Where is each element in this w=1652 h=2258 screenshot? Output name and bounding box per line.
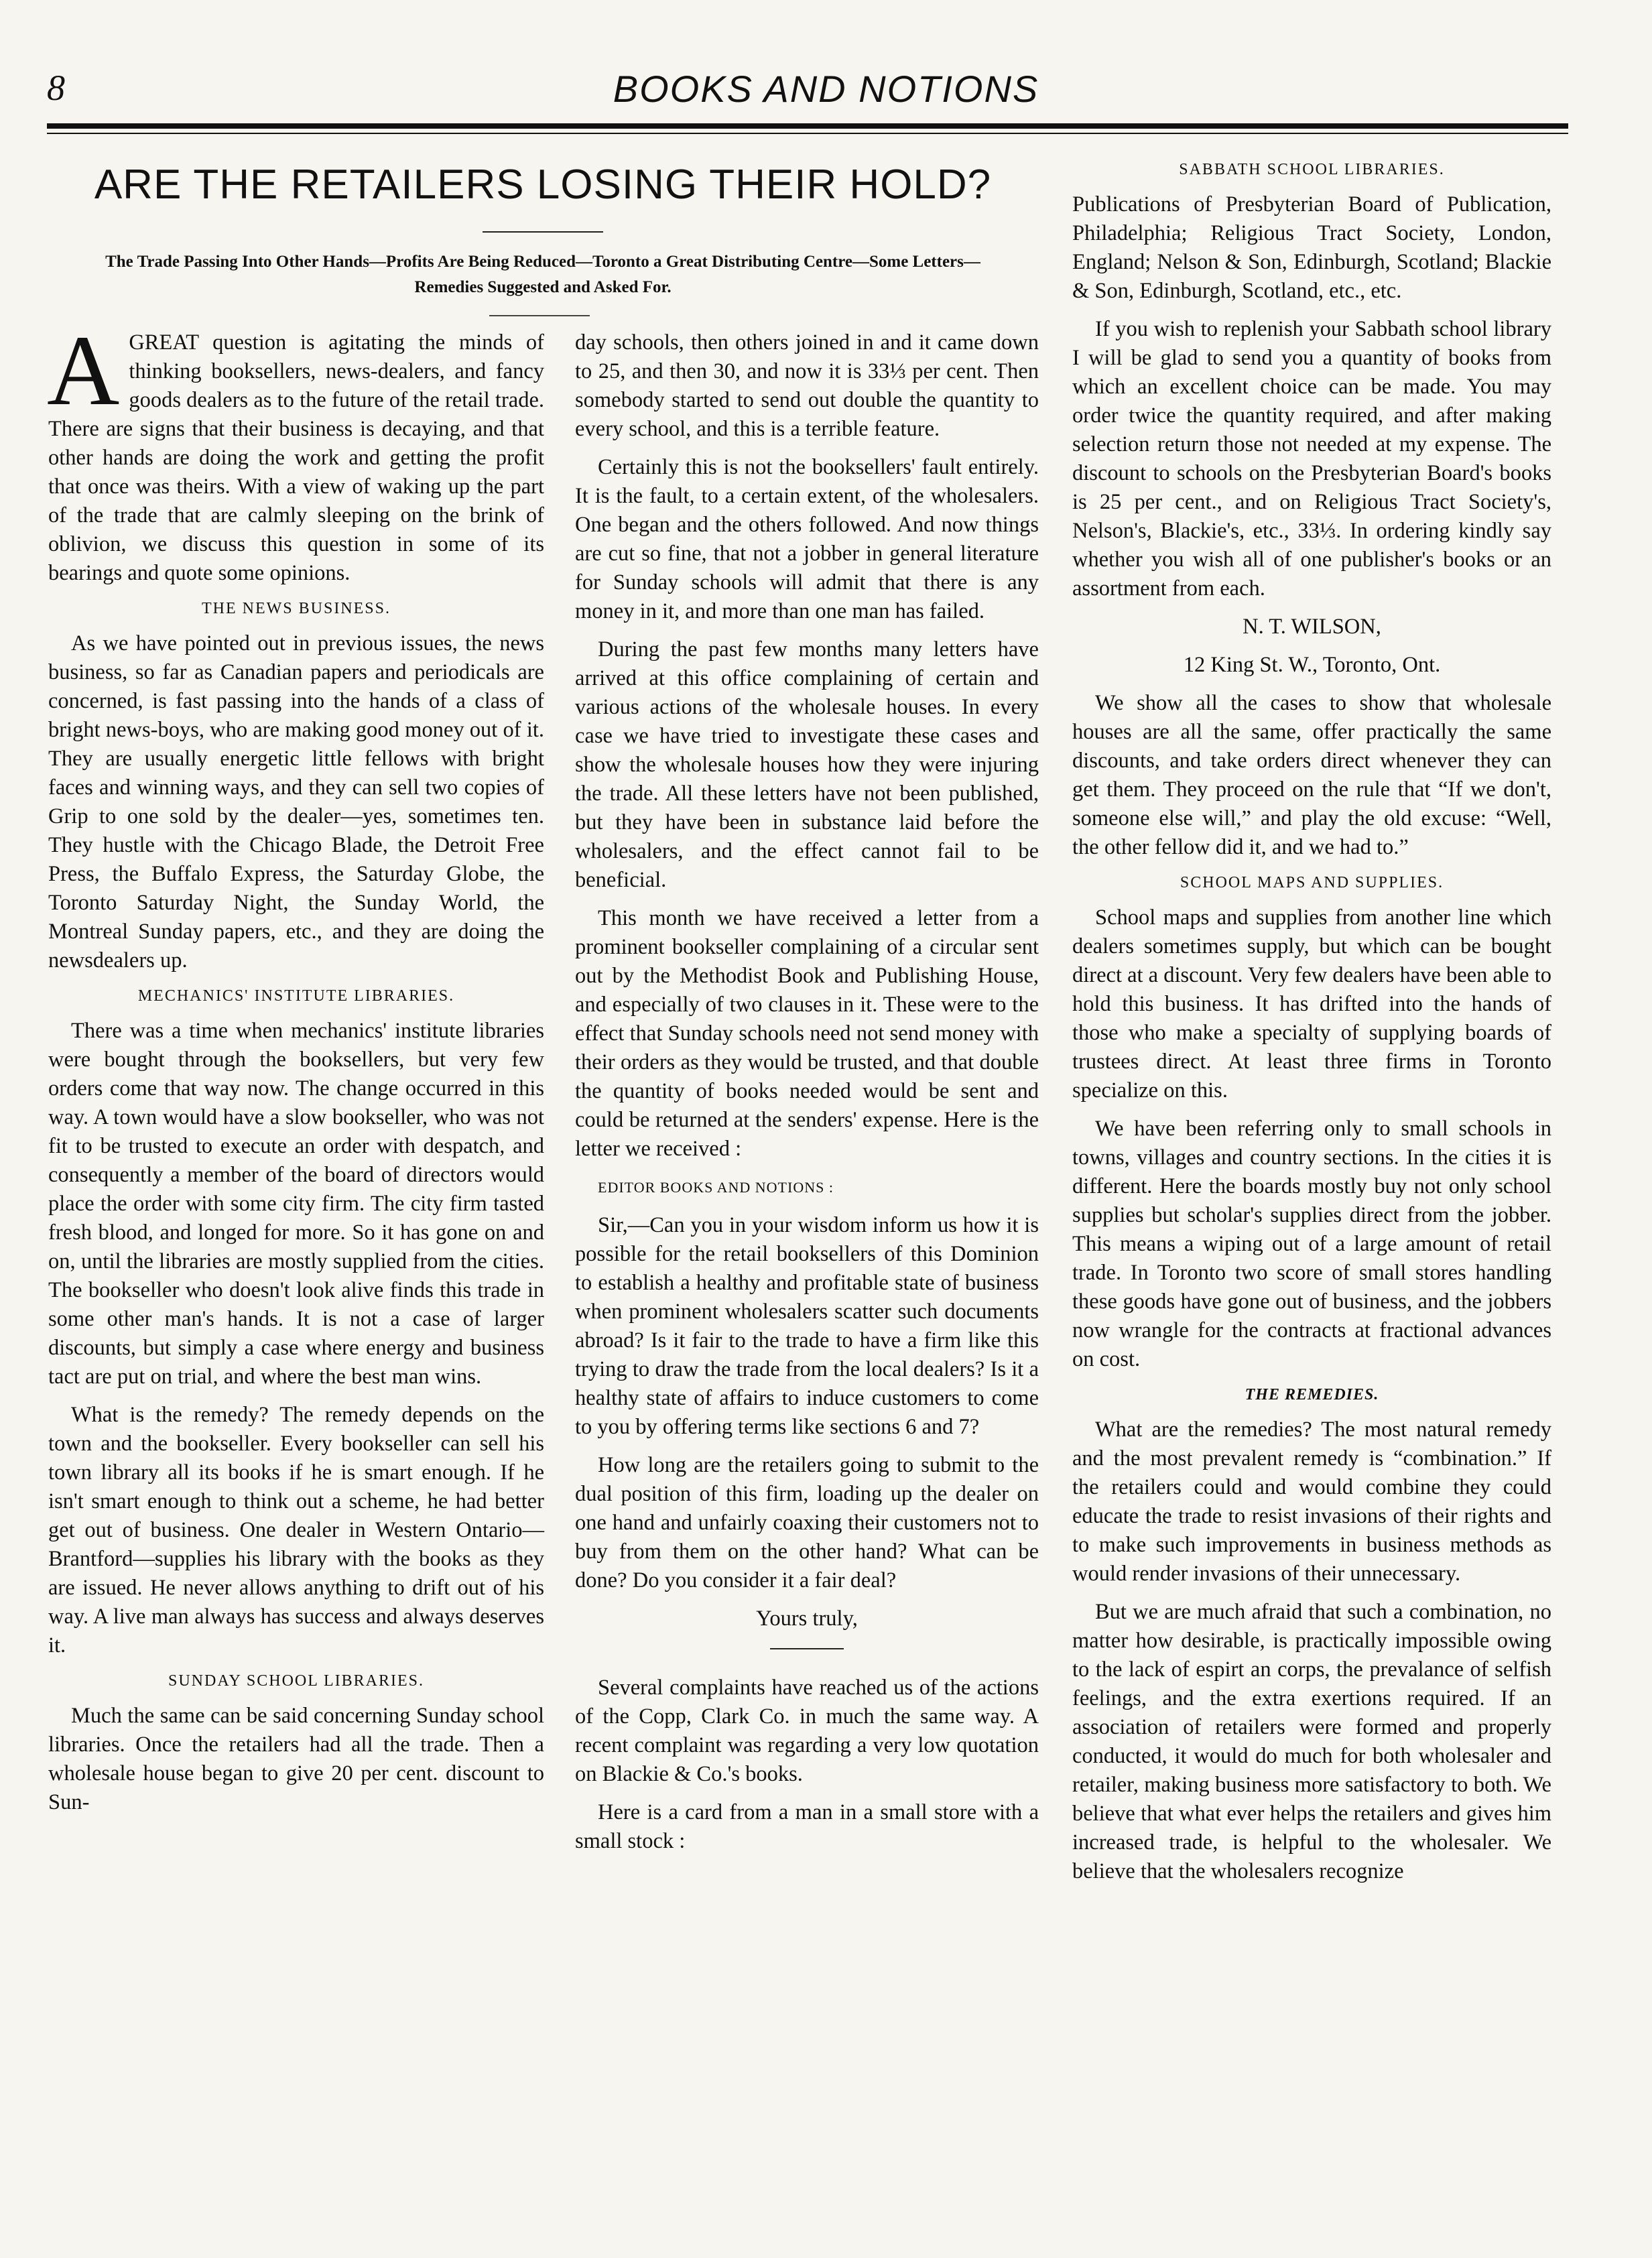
paragraph: We have been referring only to small schools in towns, villages and country sections. In the cities it is different. Here the boards mostly buy not only school supplies but scholar's supplies direct from the jobber. This means a wiping out of a large amount of retail trade. In Toronto two score of small stores handling these goods have gone out of business, and the jobbers now wrangle for the contracts at fractional advances on cost. <box>1072 1117 1551 1371</box>
card-address: 12 King St. W., Toronto, Ont. <box>1183 653 1441 677</box>
paragraph: Much the same can be said concerning Sunday school libraries. Once the retailers had all the trade. Then a wholesale house began to give 20 per cent. discount to Sun- <box>48 1704 544 1814</box>
paragraph: This month we have received a letter from a prominent bookseller complaining of a circular sent out by the Methodist Book and Publishing House, and especially of two clauses in it. These were to the effect that Sunday schools need not send money with their orders as they would be trusted, and that double the quantity of books needed would be sent and could be returned at the senders' expense. Here is the letter we received : <box>575 906 1039 1161</box>
paragraph: We show all the cases to show that wholesale houses are all the same, offer practically the same discounts, and take orders direct whenever they can get them. They proceed on the rule that “If we don't, someone else will,” and play the old excuse: “Well, the other fellow did it, and we had to.” <box>1072 691 1551 859</box>
section-rule <box>770 1648 844 1649</box>
card-body: If you wish to replenish your Sabbath school library I will be glad to send you a quantity of books from which an excellent choice can be made. You may order twice the quantity required, and after making selection return those not needed at my expense. The discount to schools on the Presbyterian Board's books is 25 per cent., and on Religious Tract Society's, Nelson's, Blackie's, etc., 33⅓. In ordering kindly say whether you wish all of one publisher's books or an assortment from each. <box>1072 317 1551 601</box>
subhead-school-maps: SCHOOL MAPS AND SUPPLIES. <box>1180 874 1444 891</box>
letter-signoff: Yours truly, <box>756 1607 858 1631</box>
subhead-remedies: THE REMEDIES. <box>1245 1386 1379 1403</box>
paragraph: day schools, then others joined in and it came down to 25, and then 30, and now it is 33⅓ per cent. Then somebody started to send out double the quantity to every school, and this is a terrible feature. <box>575 330 1039 441</box>
card-heading: SABBATH SCHOOL LIBRARIES. <box>1179 161 1445 178</box>
article-deck: The Trade Passing Into Other Hands—Profits Are Being Reduced—Toronto a Great Distributing Centre—Some Letters—Remedies Suggested and Asked For. <box>105 253 980 296</box>
subhead-mechanics-libraries: MECHANICS' INSTITUTE LIBRARIES. <box>137 987 455 1005</box>
card-publications: Publications of Presbyterian Board of Publication, Philadelphia; Religious Tract Society, London, England; Nelson & Son, Edinburgh, Scotland; Blackie & Son, Edinburgh, Scotland, etc., etc. <box>1072 192 1551 303</box>
deck-rule <box>489 315 590 316</box>
article-title: ARE THE RETAILERS LOSING THEIR HOLD? <box>94 162 992 208</box>
card-name: N. T. WILSON, <box>1243 615 1381 639</box>
paragraph: What are the remedies? The most natural remedy and the most prevalent remedy is “combination.” If the retailers could and would combine they could educate the trade to resist invasions of their rights and to make such improvements in business methods as would render invasions of their unnecessary. <box>1072 1418 1551 1586</box>
paragraph: As we have pointed out in previous issues, the news business, so far as Canadian papers and periodicals are concerned, is fast passing into the hands of a class of bright news-boys, who are making good money out of it. They are usually energetic little fellows with bright faces and winning ways, and they can sell two copies of Grip to one sold by the dealer—yes, sometimes ten. They hustle with the Chicago Blade, the Detroit Free Press, the Buffalo Express, the Saturday Globe, the Toronto Saturday Night, the Sunday World, the Montreal Sunday papers, etc., and they are doing the newsdealers up. <box>48 631 544 973</box>
column-2 <box>575 328 1039 1865</box>
title-rule <box>483 231 603 233</box>
running-head: BOOKS AND NOTIONS <box>613 68 1039 110</box>
paragraph: What is the remedy? The remedy depends on the town and the bookseller. Every bookseller can sell his town library all its books if he is smart enough. If he isn't smart enough to think out a scheme, he had better get out of business. One dealer in Western Ontario—Brantford—supplies his library with the books as they are issued. He never allows anything to drift out of his way. A live man always has success and always deserves it. <box>48 1403 544 1657</box>
subhead-sunday-school-libraries: SUNDAY SCHOOL LIBRARIES. <box>168 1672 425 1690</box>
letter-salutation: EDITOR BOOKS AND NOTIONS : <box>598 1179 834 1196</box>
header-rule <box>47 123 1568 129</box>
intro-paragraph: AGREAT question is agitating the minds of thinking booksellers, news-dealers, and fancy goods dealers as to the future of the retail trade. There are signs that their business is decaying, and that other hands are doing the work and getting the profit that once was theirs. With a view of waking up the part of the trade that are calmly sleeping on the brink of oblivion, we discuss this question in some of its bearings and quote some opinions. <box>47 315 544 585</box>
page-number: 8 <box>47 68 65 108</box>
paragraph: Several complaints have reached us of the actions of the Copp, Clark Co. in much the same way. A recent complaint was regarding a very low quotation on Blackie & Co.'s books. <box>575 1676 1039 1786</box>
subhead-news-business: THE NEWS BUSINESS. <box>201 600 391 617</box>
header-rule-thin <box>47 133 1568 134</box>
paragraph: There was a time when mechanics' institute libraries were bought through the booksellers, but very few orders come that way now. The change occurred in this way. A town would have a slow bookseller, who was not fit to be trusted to execute an order with despatch, and consequently a member of the board of directors would place the order with some city firm. The city firm tasted fresh blood, and longed for more. So it has gone on and on, until the libraries are mostly supplied from the cities. The bookseller who doesn't look alive finds this trade in some other man's hands. It is not a case of larger discounts, but simply a case where energy and business tact are put on trial, and where the best man wins. <box>48 1019 544 1389</box>
drop-cap: A <box>47 315 120 426</box>
column-1 <box>47 315 544 1826</box>
paragraph: Here is a card from a man in a small store with a small stock : <box>575 1800 1039 1853</box>
paragraph: Certainly this is not the booksellers' fault entirely. It is the fault, to a certain extent, of the wholesalers. One began and the others followed. And now things are cut so fine, that not a jobber in general literature for Sunday schools will admit that there is any money in it, and more than one man has failed. <box>575 455 1039 623</box>
paragraph: During the past few months many letters have arrived at this office complaining of certain and various actions of the wholesale houses. In every case we have tried to investigate these cases and show the wholesale houses how they were injuring the trade. All these letters have not been published, but they have been in substance laid before the wholesalers, and the effect cannot fail to be beneficial. <box>575 637 1039 892</box>
column-3 <box>1072 151 1551 1895</box>
letter-paragraph: Sir,—Can you in your wisdom inform us how it is possible for the retail booksellers of this Dominion to establish a healthy and profitable state of business when prominent wholesalers scatter such documents abroad? Is it fair to the trade to have a firm like this trying to draw the trade from the local dealers? Is it a healthy state of affairs to induce customers to come to you by offering terms like sections 6 and 7? <box>575 1213 1039 1439</box>
letter-paragraph: How long are the retailers going to submit to the dual position of this firm, loading up the dealer on one hand and unfairly coaxing their customers not to buy from them on the other hand? What can be done? Do you consider it a fair deal? <box>575 1453 1039 1592</box>
paragraph: School maps and supplies from another line which dealers sometimes supply, but which can be bought direct at a discount. Very few dealers have been able to hold this business. It has drifted into the hands of those who make a specialty of supplying boards of trustees direct. At least three firms in Toronto specialize on this. <box>1072 905 1551 1103</box>
paragraph: But we are much afraid that such a combination, no matter how desirable, is practically impossible owing to the lack of espirt an corps, the prevalance of selfish feelings, and the extra exertions required. If an association of retailers were formed and properly conducted, it would do much for both wholesaler and retailer, making business more satisfactory to both. We believe that what ever helps the retailers and gives him increased trade, is helpful to the wholesaler. We believe that the wholesalers recognize <box>1072 1600 1551 1883</box>
